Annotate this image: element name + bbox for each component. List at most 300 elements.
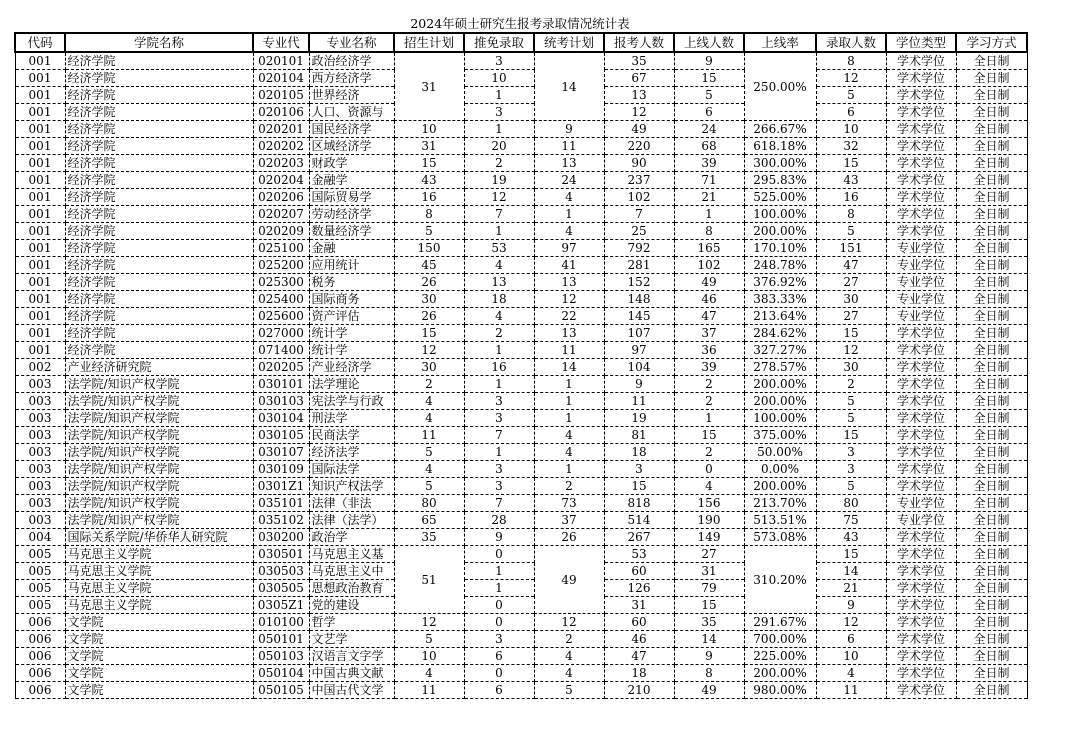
cell-major-code: 020201 [253,121,309,138]
cell-major-name: 哲学 [309,614,394,631]
cell-major-name: 法律（法学） [309,512,394,529]
cell-unified-plan: 5 [534,682,604,699]
cell-major-name: 思想政治教育 [309,580,394,597]
cell-exempt-admission: 20 [464,138,534,155]
header-exempt-admission: 推免录取 [464,33,534,52]
cell-degree-type: 学术学位 [886,104,956,121]
table-header [15,33,1027,52]
table-row [15,478,1027,495]
table-row [15,189,1027,206]
cell-major-code: 035102 [253,512,309,529]
cell-admitted: 5 [816,410,886,427]
cell-degree-type: 学术学位 [886,631,956,648]
cell-code: 003 [15,393,65,410]
cell-pass-rate: 618.18% [744,138,816,155]
cell-code: 001 [15,342,65,359]
cell-pass-rate: 295.83% [744,172,816,189]
cell-applicants: 19 [604,410,674,427]
table-row [15,206,1027,223]
table-row [15,70,1027,87]
cell-unified-plan: 97 [534,240,604,257]
table-row [15,240,1027,257]
cell-major-code: 030104 [253,410,309,427]
cell-exempt-admission: 3 [464,52,534,70]
cell-unified-plan: 4 [534,223,604,240]
cell-pass-rate: 284.62% [744,325,816,342]
page-title: 2024年硕士研究生报考录取情况统计表 [410,16,630,31]
table-row [15,223,1027,240]
cell-exempt-admission: 1 [464,444,534,461]
cell-college: 法学院/知识产权学院 [65,427,253,444]
cell-unified-plan: 12 [534,291,604,308]
cell-college: 法学院/知识产权学院 [65,410,253,427]
cell-admitted: 30 [816,291,886,308]
cell-degree-type: 学术学位 [886,410,956,427]
cell-pass-rate: 700.00% [744,631,816,648]
cell-degree-type: 学术学位 [886,529,956,546]
cell-college: 马克思主义学院 [65,546,253,563]
header-admitted: 录取人数 [816,33,886,52]
cell-unified-plan: 4 [534,648,604,665]
cell-code: 006 [15,631,65,648]
cell-college: 经济学院 [65,342,253,359]
cell-major-name: 民商法学 [309,427,394,444]
cell-college: 经济学院 [65,155,253,172]
cell-study-mode: 全日制 [956,444,1027,461]
cell-code: 001 [15,274,65,291]
cell-admitted: 14 [816,563,886,580]
cell-college: 经济学院 [65,121,253,138]
cell-degree-type: 学术学位 [886,70,956,87]
cell-major-name: 统计学 [309,325,394,342]
cell-applicants: 11 [604,393,674,410]
table-row [15,529,1027,546]
cell-unified-plan: 12 [534,614,604,631]
table-row [15,308,1027,325]
cell-code: 005 [15,597,65,614]
cell-college: 经济学院 [65,52,253,70]
cell-unified-plan: 2 [534,631,604,648]
cell-study-mode: 全日制 [956,359,1027,376]
statistics-table [14,32,1028,699]
cell-study-mode: 全日制 [956,648,1027,665]
cell-study-mode: 全日制 [956,546,1027,563]
cell-passed: 39 [674,155,744,172]
cell-study-mode: 全日制 [956,529,1027,546]
cell-major-name: 党的建设 [309,597,394,614]
cell-applicants: 237 [604,172,674,189]
cell-code: 003 [15,427,65,444]
cell-study-mode: 全日制 [956,240,1027,257]
cell-degree-type: 学术学位 [886,138,956,155]
cell-exempt-admission: 0 [464,597,534,614]
header-degree-type: 学位类型 [886,33,956,52]
cell-unified-plan: 26 [534,529,604,546]
cell-study-mode: 全日制 [956,682,1027,699]
cell-degree-type: 学术学位 [886,121,956,138]
cell-code: 001 [15,104,65,121]
cell-degree-type: 专业学位 [886,495,956,512]
header-study-mode: 学习方式 [956,33,1027,52]
cell-major-name: 统计学 [309,342,394,359]
cell-admitted: 12 [816,342,886,359]
cell-enrollment-plan: 30 [394,359,464,376]
cell-exempt-admission: 19 [464,172,534,189]
cell-exempt-admission: 1 [464,223,534,240]
cell-unified-plan: 73 [534,495,604,512]
cell-passed: 8 [674,223,744,240]
cell-applicants: 9 [604,376,674,393]
cell-enrollment-plan: 35 [394,529,464,546]
cell-passed: 0 [674,461,744,478]
cell-study-mode: 全日制 [956,665,1027,682]
cell-pass-rate: 327.27% [744,342,816,359]
cell-enrollment-plan: 5 [394,631,464,648]
cell-study-mode: 全日制 [956,308,1027,325]
cell-admitted: 16 [816,189,886,206]
table-row [15,376,1027,393]
cell-study-mode: 全日制 [956,257,1027,274]
cell-passed: 35 [674,614,744,631]
cell-enrollment-plan: 11 [394,427,464,444]
cell-major-name: 区域经济学 [309,138,394,155]
cell-degree-type: 学术学位 [886,665,956,682]
cell-major-name: 税务 [309,274,394,291]
cell-passed: 1 [674,410,744,427]
cell-code: 005 [15,563,65,580]
table-row [15,614,1027,631]
table-row [15,325,1027,342]
cell-exempt-admission: 28 [464,512,534,529]
cell-enrollment-plan: 15 [394,325,464,342]
cell-unified-plan: 1 [534,461,604,478]
cell-passed: 21 [674,189,744,206]
cell-major-code: 020203 [253,155,309,172]
cell-major-code: 030103 [253,393,309,410]
cell-exempt-admission: 10 [464,70,534,87]
table-row [15,665,1027,682]
cell-enrollment-plan: 10 [394,648,464,665]
cell-admitted: 43 [816,172,886,189]
cell-passed: 71 [674,172,744,189]
cell-study-mode: 全日制 [956,87,1027,104]
cell-degree-type: 专业学位 [886,308,956,325]
table-row [15,444,1027,461]
cell-college: 文学院 [65,682,253,699]
cell-major-code: 030505 [253,580,309,597]
cell-study-mode: 全日制 [956,104,1027,121]
cell-applicants: 3 [604,461,674,478]
cell-pass-rate: 375.00% [744,427,816,444]
cell-exempt-admission: 3 [464,393,534,410]
cell-admitted: 9 [816,597,886,614]
table-row [15,682,1027,699]
cell-study-mode: 全日制 [956,70,1027,87]
cell-degree-type: 专业学位 [886,257,956,274]
cell-passed: 190 [674,512,744,529]
cell-college: 经济学院 [65,325,253,342]
cell-applicants: 81 [604,427,674,444]
cell-study-mode: 全日制 [956,206,1027,223]
cell-college: 文学院 [65,665,253,682]
cell-enrollment-plan: 65 [394,512,464,529]
cell-passed: 47 [674,308,744,325]
cell-enrollment-plan: 4 [394,410,464,427]
cell-pass-rate: 573.08% [744,529,816,546]
cell-major-name: 政治经济学 [309,52,394,70]
cell-college: 马克思主义学院 [65,580,253,597]
cell-exempt-admission: 4 [464,308,534,325]
table-row [15,563,1027,580]
cell-pass-rate: 513.51% [744,512,816,529]
cell-exempt-admission: 7 [464,206,534,223]
cell-pass-rate: 100.00% [744,410,816,427]
cell-applicants: 18 [604,444,674,461]
cell-exempt-admission: 16 [464,359,534,376]
cell-passed: 68 [674,138,744,155]
cell-major-name: 产业经济学 [309,359,394,376]
cell-applicants: 12 [604,104,674,121]
cell-major-code: 050104 [253,665,309,682]
cell-enrollment-plan: 26 [394,274,464,291]
cell-pass-rate: 200.00% [744,665,816,682]
cell-unified-plan: 14 [534,359,604,376]
cell-study-mode: 全日制 [956,274,1027,291]
cell-study-mode: 全日制 [956,342,1027,359]
cell-enrollment-plan: 51 [394,546,464,614]
cell-college: 马克思主义学院 [65,563,253,580]
cell-code: 001 [15,257,65,274]
cell-applicants: 97 [604,342,674,359]
cell-major-code: 020205 [253,359,309,376]
cell-study-mode: 全日制 [956,52,1027,70]
cell-college: 经济学院 [65,87,253,104]
table-row [15,155,1027,172]
cell-passed: 15 [674,427,744,444]
cell-college: 经济学院 [65,240,253,257]
cell-admitted: 6 [816,631,886,648]
cell-major-code: 025300 [253,274,309,291]
cell-code: 001 [15,189,65,206]
cell-passed: 9 [674,648,744,665]
cell-passed: 37 [674,325,744,342]
cell-enrollment-plan: 26 [394,308,464,325]
cell-pass-rate: 383.33% [744,291,816,308]
cell-code: 005 [15,546,65,563]
cell-enrollment-plan: 11 [394,682,464,699]
cell-admitted: 15 [816,427,886,444]
cell-major-code: 020204 [253,172,309,189]
cell-study-mode: 全日制 [956,580,1027,597]
cell-pass-rate: 266.67% [744,121,816,138]
cell-admitted: 12 [816,70,886,87]
cell-admitted: 5 [816,87,886,104]
cell-study-mode: 全日制 [956,121,1027,138]
cell-admitted: 11 [816,682,886,699]
table-row [15,580,1027,597]
cell-code: 001 [15,308,65,325]
cell-major-name: 中国古典文献 [309,665,394,682]
cell-pass-rate: 213.64% [744,308,816,325]
cell-passed: 2 [674,376,744,393]
cell-admitted: 8 [816,52,886,70]
cell-major-name: 数量经济学 [309,223,394,240]
cell-code: 001 [15,87,65,104]
table-row [15,52,1027,70]
cell-degree-type: 学术学位 [886,342,956,359]
cell-code: 001 [15,52,65,70]
cell-admitted: 3 [816,444,886,461]
cell-exempt-admission: 0 [464,665,534,682]
cell-exempt-admission: 6 [464,682,534,699]
cell-major-code: 025600 [253,308,309,325]
table-row [15,172,1027,189]
cell-major-code: 030107 [253,444,309,461]
cell-unified-plan: 41 [534,257,604,274]
cell-passed: 8 [674,665,744,682]
cell-exempt-admission: 1 [464,580,534,597]
cell-major-code: 020209 [253,223,309,240]
cell-major-code: 025100 [253,240,309,257]
cell-unified-plan: 24 [534,172,604,189]
cell-code: 003 [15,376,65,393]
cell-exempt-admission: 3 [464,410,534,427]
cell-exempt-admission: 1 [464,563,534,580]
cell-code: 003 [15,410,65,427]
cell-major-name: 国民经济学 [309,121,394,138]
cell-degree-type: 学术学位 [886,444,956,461]
cell-passed: 2 [674,444,744,461]
cell-unified-plan: 11 [534,342,604,359]
cell-exempt-admission: 3 [464,461,534,478]
cell-pass-rate: 213.70% [744,495,816,512]
cell-code: 001 [15,325,65,342]
cell-admitted: 3 [816,461,886,478]
cell-unified-plan: 2 [534,478,604,495]
cell-study-mode: 全日制 [956,376,1027,393]
cell-major-code: 030109 [253,461,309,478]
cell-applicants: 210 [604,682,674,699]
cell-college: 经济学院 [65,104,253,121]
cell-college: 经济学院 [65,257,253,274]
cell-study-mode: 全日制 [956,495,1027,512]
cell-degree-type: 学术学位 [886,461,956,478]
cell-unified-plan: 22 [534,308,604,325]
cell-code: 006 [15,648,65,665]
cell-study-mode: 全日制 [956,155,1027,172]
cell-exempt-admission: 1 [464,376,534,393]
cell-major-name: 国际贸易学 [309,189,394,206]
cell-applicants: 47 [604,648,674,665]
cell-enrollment-plan: 10 [394,121,464,138]
cell-study-mode: 全日制 [956,512,1027,529]
cell-code: 006 [15,614,65,631]
table-row [15,512,1027,529]
cell-unified-plan: 13 [534,274,604,291]
table-row [15,648,1027,665]
cell-unified-plan: 14 [534,52,604,121]
cell-college: 经济学院 [65,189,253,206]
table-body [15,52,1027,699]
cell-exempt-admission: 6 [464,648,534,665]
cell-degree-type: 学术学位 [886,682,956,699]
cell-code: 003 [15,461,65,478]
table-row [15,104,1027,121]
cell-major-code: 0305Z1 [253,597,309,614]
cell-college: 文学院 [65,648,253,665]
cell-pass-rate: 300.00% [744,155,816,172]
cell-passed: 15 [674,70,744,87]
cell-code: 003 [15,495,65,512]
cell-degree-type: 学术学位 [886,155,956,172]
table-row [15,274,1027,291]
cell-college: 法学院/知识产权学院 [65,444,253,461]
cell-code: 001 [15,240,65,257]
cell-pass-rate: 200.00% [744,478,816,495]
table-row [15,359,1027,376]
cell-admitted: 8 [816,206,886,223]
cell-exempt-admission: 9 [464,529,534,546]
cell-major-code: 050101 [253,631,309,648]
cell-college: 国际关系学院/华侨华人研究院 [65,529,253,546]
cell-major-code: 030200 [253,529,309,546]
cell-passed: 49 [674,682,744,699]
cell-major-name: 西方经济学 [309,70,394,87]
cell-enrollment-plan: 31 [394,52,464,121]
cell-unified-plan: 4 [534,444,604,461]
cell-major-code: 020101 [253,52,309,70]
table-row [15,121,1027,138]
header-enrollment-plan: 招生计划 [394,33,464,52]
cell-enrollment-plan: 15 [394,155,464,172]
cell-exempt-admission: 2 [464,325,534,342]
table-row [15,87,1027,104]
cell-study-mode: 全日制 [956,614,1027,631]
table-row [15,291,1027,308]
cell-college: 经济学院 [65,206,253,223]
cell-admitted: 5 [816,478,886,495]
cell-admitted: 15 [816,546,886,563]
cell-pass-rate: 248.78% [744,257,816,274]
cell-study-mode: 全日制 [956,291,1027,308]
cell-college: 法学院/知识产权学院 [65,495,253,512]
cell-enrollment-plan: 43 [394,172,464,189]
cell-code: 001 [15,121,65,138]
cell-study-mode: 全日制 [956,427,1027,444]
cell-college: 文学院 [65,614,253,631]
cell-applicants: 267 [604,529,674,546]
cell-admitted: 12 [816,614,886,631]
cell-enrollment-plan: 80 [394,495,464,512]
cell-passed: 2 [674,393,744,410]
cell-study-mode: 全日制 [956,393,1027,410]
cell-pass-rate: 200.00% [744,376,816,393]
cell-applicants: 145 [604,308,674,325]
cell-applicants: 220 [604,138,674,155]
cell-applicants: 792 [604,240,674,257]
cell-major-name: 劳动经济学 [309,206,394,223]
cell-admitted: 15 [816,325,886,342]
cell-applicants: 514 [604,512,674,529]
table-row [15,427,1027,444]
cell-degree-type: 学术学位 [886,580,956,597]
cell-enrollment-plan: 150 [394,240,464,257]
cell-admitted: 21 [816,580,886,597]
cell-exempt-admission: 3 [464,478,534,495]
cell-exempt-admission: 13 [464,274,534,291]
cell-major-name: 资产评估 [309,308,394,325]
cell-code: 006 [15,665,65,682]
